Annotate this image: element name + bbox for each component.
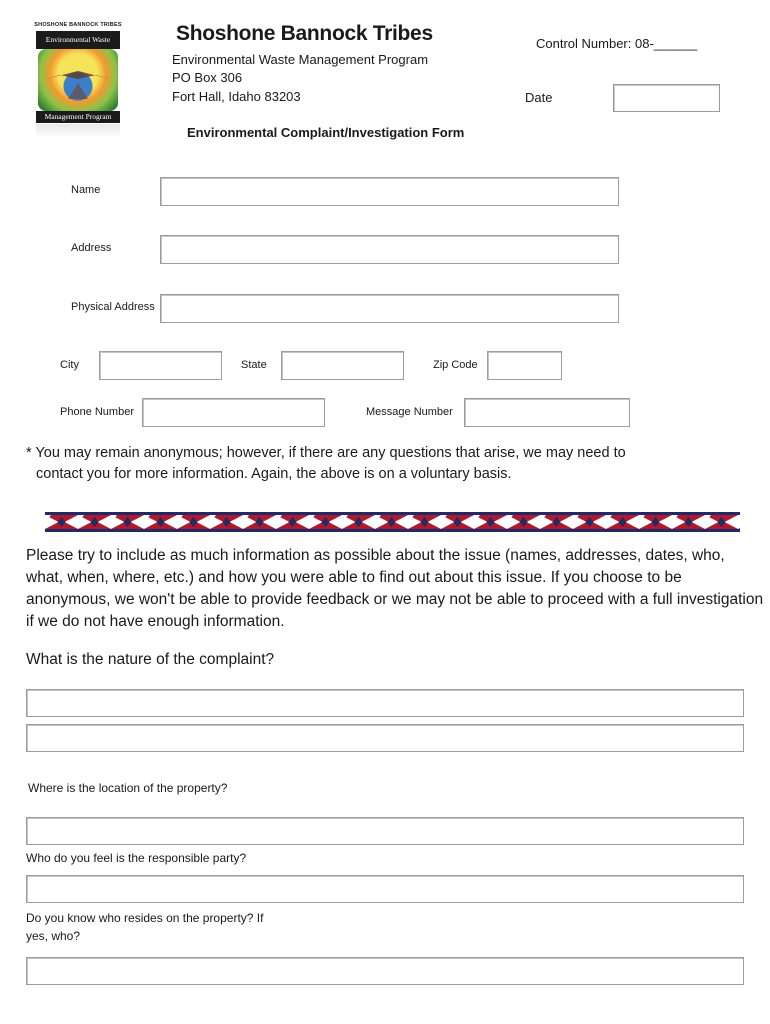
nature-question: What is the nature of the complaint? [26,651,275,668]
message-number-label: Message Number [366,406,453,418]
state-label: State [241,359,267,371]
tribal-pattern-icon [45,510,740,534]
note-line-1: * You may remain anonymous; however, if there are any questions that arise, we may need to [26,445,626,461]
po-box: PO Box 306 [172,70,243,85]
logo-banner [36,31,120,49]
message-number-field[interactable] [464,398,630,427]
decorative-border-band [45,510,740,534]
logo-top-text: SHOSHONE BANNOCK TRIBES [34,22,122,28]
resides-question [26,909,263,945]
phone-field[interactable] [142,398,325,427]
responsible-party-question: Who do you feel is the responsible party? [26,851,247,865]
location-field[interactable] [26,817,744,845]
logo-reflection [36,124,120,138]
anonymity-note [26,443,756,485]
city-field[interactable] [99,351,222,380]
logo-eagle-icon [38,49,118,111]
logo-banner-text: Environmental Waste [45,35,111,44]
name-label: Name [71,184,101,196]
responsible-party-field[interactable] [26,875,744,903]
tribal-logo [34,22,122,140]
note-line-2: contact you for more information. Again, the above is on a voluntary basis. [36,466,512,482]
org-title: Shoshone Bannock Tribes [176,22,433,45]
phone-label: Phone Number [60,406,134,418]
physical-address-field[interactable] [160,294,619,323]
city-state-zip: Fort Hall, Idaho 83203 [172,89,301,104]
zip-label: Zip Code [433,359,478,371]
zip-field[interactable] [487,351,562,380]
nature-field-line-2[interactable] [26,724,744,752]
address-label: Address [71,242,112,254]
physical-address-label: Physical Address [71,301,155,313]
resides-question-line-2: yes, who? [26,929,81,943]
form-title: Environmental Complaint/Investigation Form [187,125,465,140]
control-number: Control Number: 08-______ [536,36,698,51]
logo-artwork [38,49,118,111]
nature-field-line-1[interactable] [26,689,744,717]
logo-bottom-text: Management Program [36,111,120,123]
resides-question-line-1: Do you know who resides on the property? If [26,911,264,925]
state-field[interactable] [281,351,404,380]
city-label: City [60,359,79,371]
name-field[interactable] [160,177,619,206]
location-question: Where is the location of the property? [28,781,228,795]
program-name: Environmental Waste Management Program [172,52,429,67]
instructions-paragraph: Please try to include as much information as possible about the issue (names, addresses, dates, who, what, when, where, etc.) and how you were able to find out about this issue. If you choose to be anonymous, we won't be able to provide feedback or we may not be able to proceed with a full investigation if we do not have enough information. [26,547,764,630]
date-field[interactable] [613,84,720,112]
address-field[interactable] [160,235,619,264]
resides-field[interactable] [26,957,744,985]
date-label: Date [525,90,553,105]
